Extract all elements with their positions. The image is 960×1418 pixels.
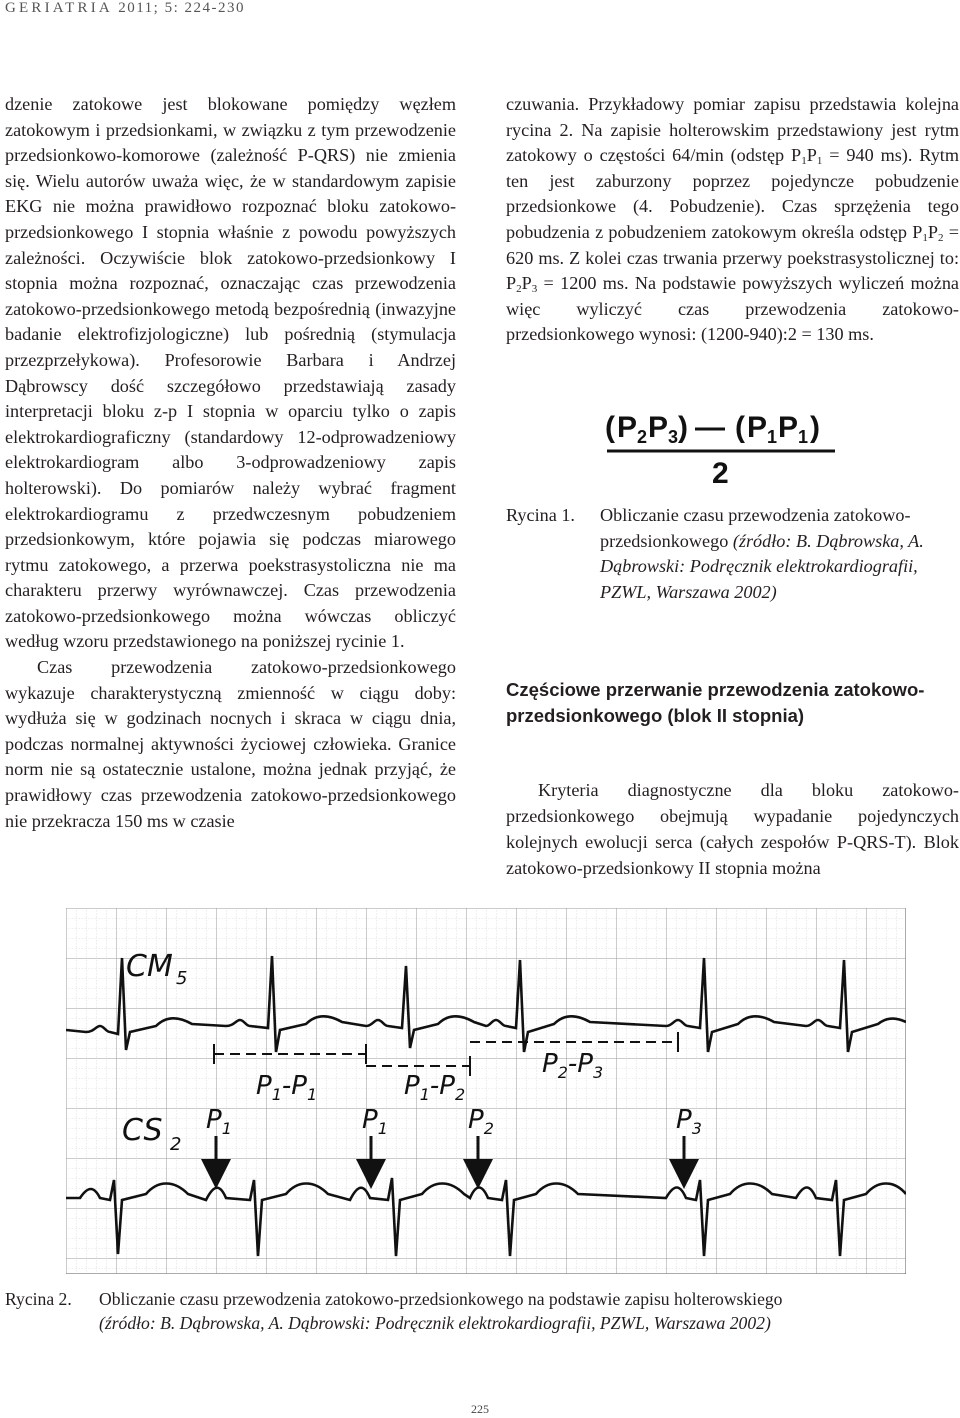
formula-p3-sub: 3 [668,427,679,447]
formula-denominator: 2 [712,457,729,487]
left-column [5,92,456,834]
lead-label-cs: CS [122,1113,163,1148]
left-paragraph-1: dzenie zatokowe jest blokowane pomiędzy węzłem zatokowym i przedsionkami, w związku z tym przewodzenie przedsionkowo-komorowe (zależność P-QRS) nie zmienia się. Wielu autorów uważa więc, że w standardowym zapisie EKG nie można prawidłowo rozpoznać bloku zatokowo-przedsionkowego I stopnia właśnie z powodu powyższych zależności. Oczywiście blok zatokowo-przedsionkowy I stopnia można rozpoznać, oznaczając czas przewodzenia zatokowo-przedsionkowego metodą bezpośrednią (inwazyjne badanie elektrofizjologiczne) lub pośrednią (stymulacja przezprzełykowa). Profesorowie Barbara i Andrzej Dąbrowscy dość szczegółowo przedstawiają zasady interpretacji bloku z-p I stopnia w oparciu tylko o zapis elektrokardiograficzny (standardowy 12-odprowadzeniowy elektrokardiogram albo 3-odprowadzeniowy zapis holterowski). Do pomiarów należy wybrać fragment elektrokardiogramu z przedwczesnym pobudzeniem przedsionkowym, które pojawia się podczas miarowego rytmu zatokowego, a przerwa poekstrasystoliczna nie ma charakteru przerwy wyrównawczej. Czas przewodzenia zatokowo-przedsionkowego można wówczas obliczyć według wzoru przedstawionego na poniższej rycinie 1. [5,94,456,652]
marker-label-p2: $P_2$ [468,1105,494,1138]
journal-citation: 2011; 5: 224-230 [118,0,245,16]
section-heading: Częściowe przerwanie przewodzenia zatokowo-przedsionkowego (blok II stopnia) [506,679,925,726]
figure-1-source: (źródło: B. Dąbrowska, A. Dąbrowski: Podręcznik elektrokardiografii, PZWL, Warszawa 2002) [600,530,924,602]
figure-1-caption-text: Obliczanie czasu przewodzenia zatokowo-przedsionkowego [600,505,911,551]
marker-label-p1b: $P_1$ [362,1105,388,1138]
marker-label-p3: $P_3$ [676,1105,702,1138]
figure-2-label: Rycina 2. [5,1289,72,1309]
formula-figure [605,405,841,487]
formula-p3: P [648,411,669,444]
lead-label-cm: CM [126,949,173,984]
formula-p2-sub: 2 [637,427,648,447]
journal-title: GERIATRIA [5,0,113,16]
lead-label-cm-sub: 5 [176,968,188,989]
page-number: 225 [471,1402,489,1416]
formula-minus: — [695,411,725,444]
formula-p1b-sub: 1 [798,427,809,447]
formula-open-paren: ( [605,411,615,444]
formula-p2: P [617,411,638,444]
ecg-grid-major [66,908,906,1274]
right-paragraph-1: czuwania. Przykładowy pomiar zapisu przedstawia kolejna rycina 2. Na zapisie holterowskim przedstawiony jest rytm zatokowy o częstości 64/min (odstęp $P_1P_1 = 940$ ms). Rytm ten jest zaburzony poprzez pojedyncze pobudzenie przedsionkowe (4. Pobudzenie). Czas sprzężenia tego pobudzenia z pobudzeniem zatokowym określa odstęp $P_1P_2 = 620$ ms. Z kolei czas trwania przerwy poekstrasystolicznej to: $P_2P_3 = 1200$ ms. Na podstawie powyższych wyliczeń można więc wyliczyć czas przewodzenia zatokowo-przedsionkowego wynosi: (1200-940):2 = 130 ms. [506,94,960,345]
formula-p1a: P [747,411,768,444]
marker-label-p1: $P_1$ [206,1105,232,1138]
interval-label-p1-p1: $P_1-P_1$ [256,1071,318,1104]
right-paragraph-2: Kryteria diagnostyczne dla bloku zatokowo-przedsionkowego obejmują wypadanie pojedynczych kolejnych ewolucji serca (całych zespołów P-QRS-T). Blok zatokowo-przedsionkowy II stopnia można [506,780,959,878]
figure-2-caption-text: Obliczanie czasu przewodzenia zatokowo-przedsionkowego na podstawie zapisu holterowskiego [99,1289,783,1309]
figure-2-source: (źródło: B. Dąbrowska, A. Dąbrowski: Podręcznik elektrokardiografii, PZWL, Warszawa 2002) [99,1313,771,1333]
formula-p1a-sub: 1 [767,427,778,447]
figure-1-label: Rycina 1. [506,505,575,525]
lead-label-cs-sub: 2 [170,1134,182,1155]
ecg-figure [66,908,906,1274]
interval-label-p2-p3: $P_2-P_3$ [542,1049,604,1082]
left-paragraph-2: Czas przewodzenia zatokowo-przedsionkowego wykazuje charakterystyczną zmienność w ciągu doby: wydłuża się w godzinach nocnych i skraca w ciągu dnia, podczas normalnej aktywności życiowej człowieka. Granice norm nie są ostatecznie ustalone, można jednak przyjąć, że prawidłowy czas przewodzenia zatokowo-przedsionkowego nie przekracza 150 ms w czasie [5,657,456,831]
formula-p1b: P [778,411,799,444]
formula-close-paren: ) [678,411,688,444]
right-column-top [506,92,959,348]
interval-label-p1-p2: $P_1-P_2$ [404,1071,466,1104]
formula-open-paren-2: ( [735,411,745,444]
running-header [5,0,245,17]
formula-close-paren-2: ) [810,411,820,444]
